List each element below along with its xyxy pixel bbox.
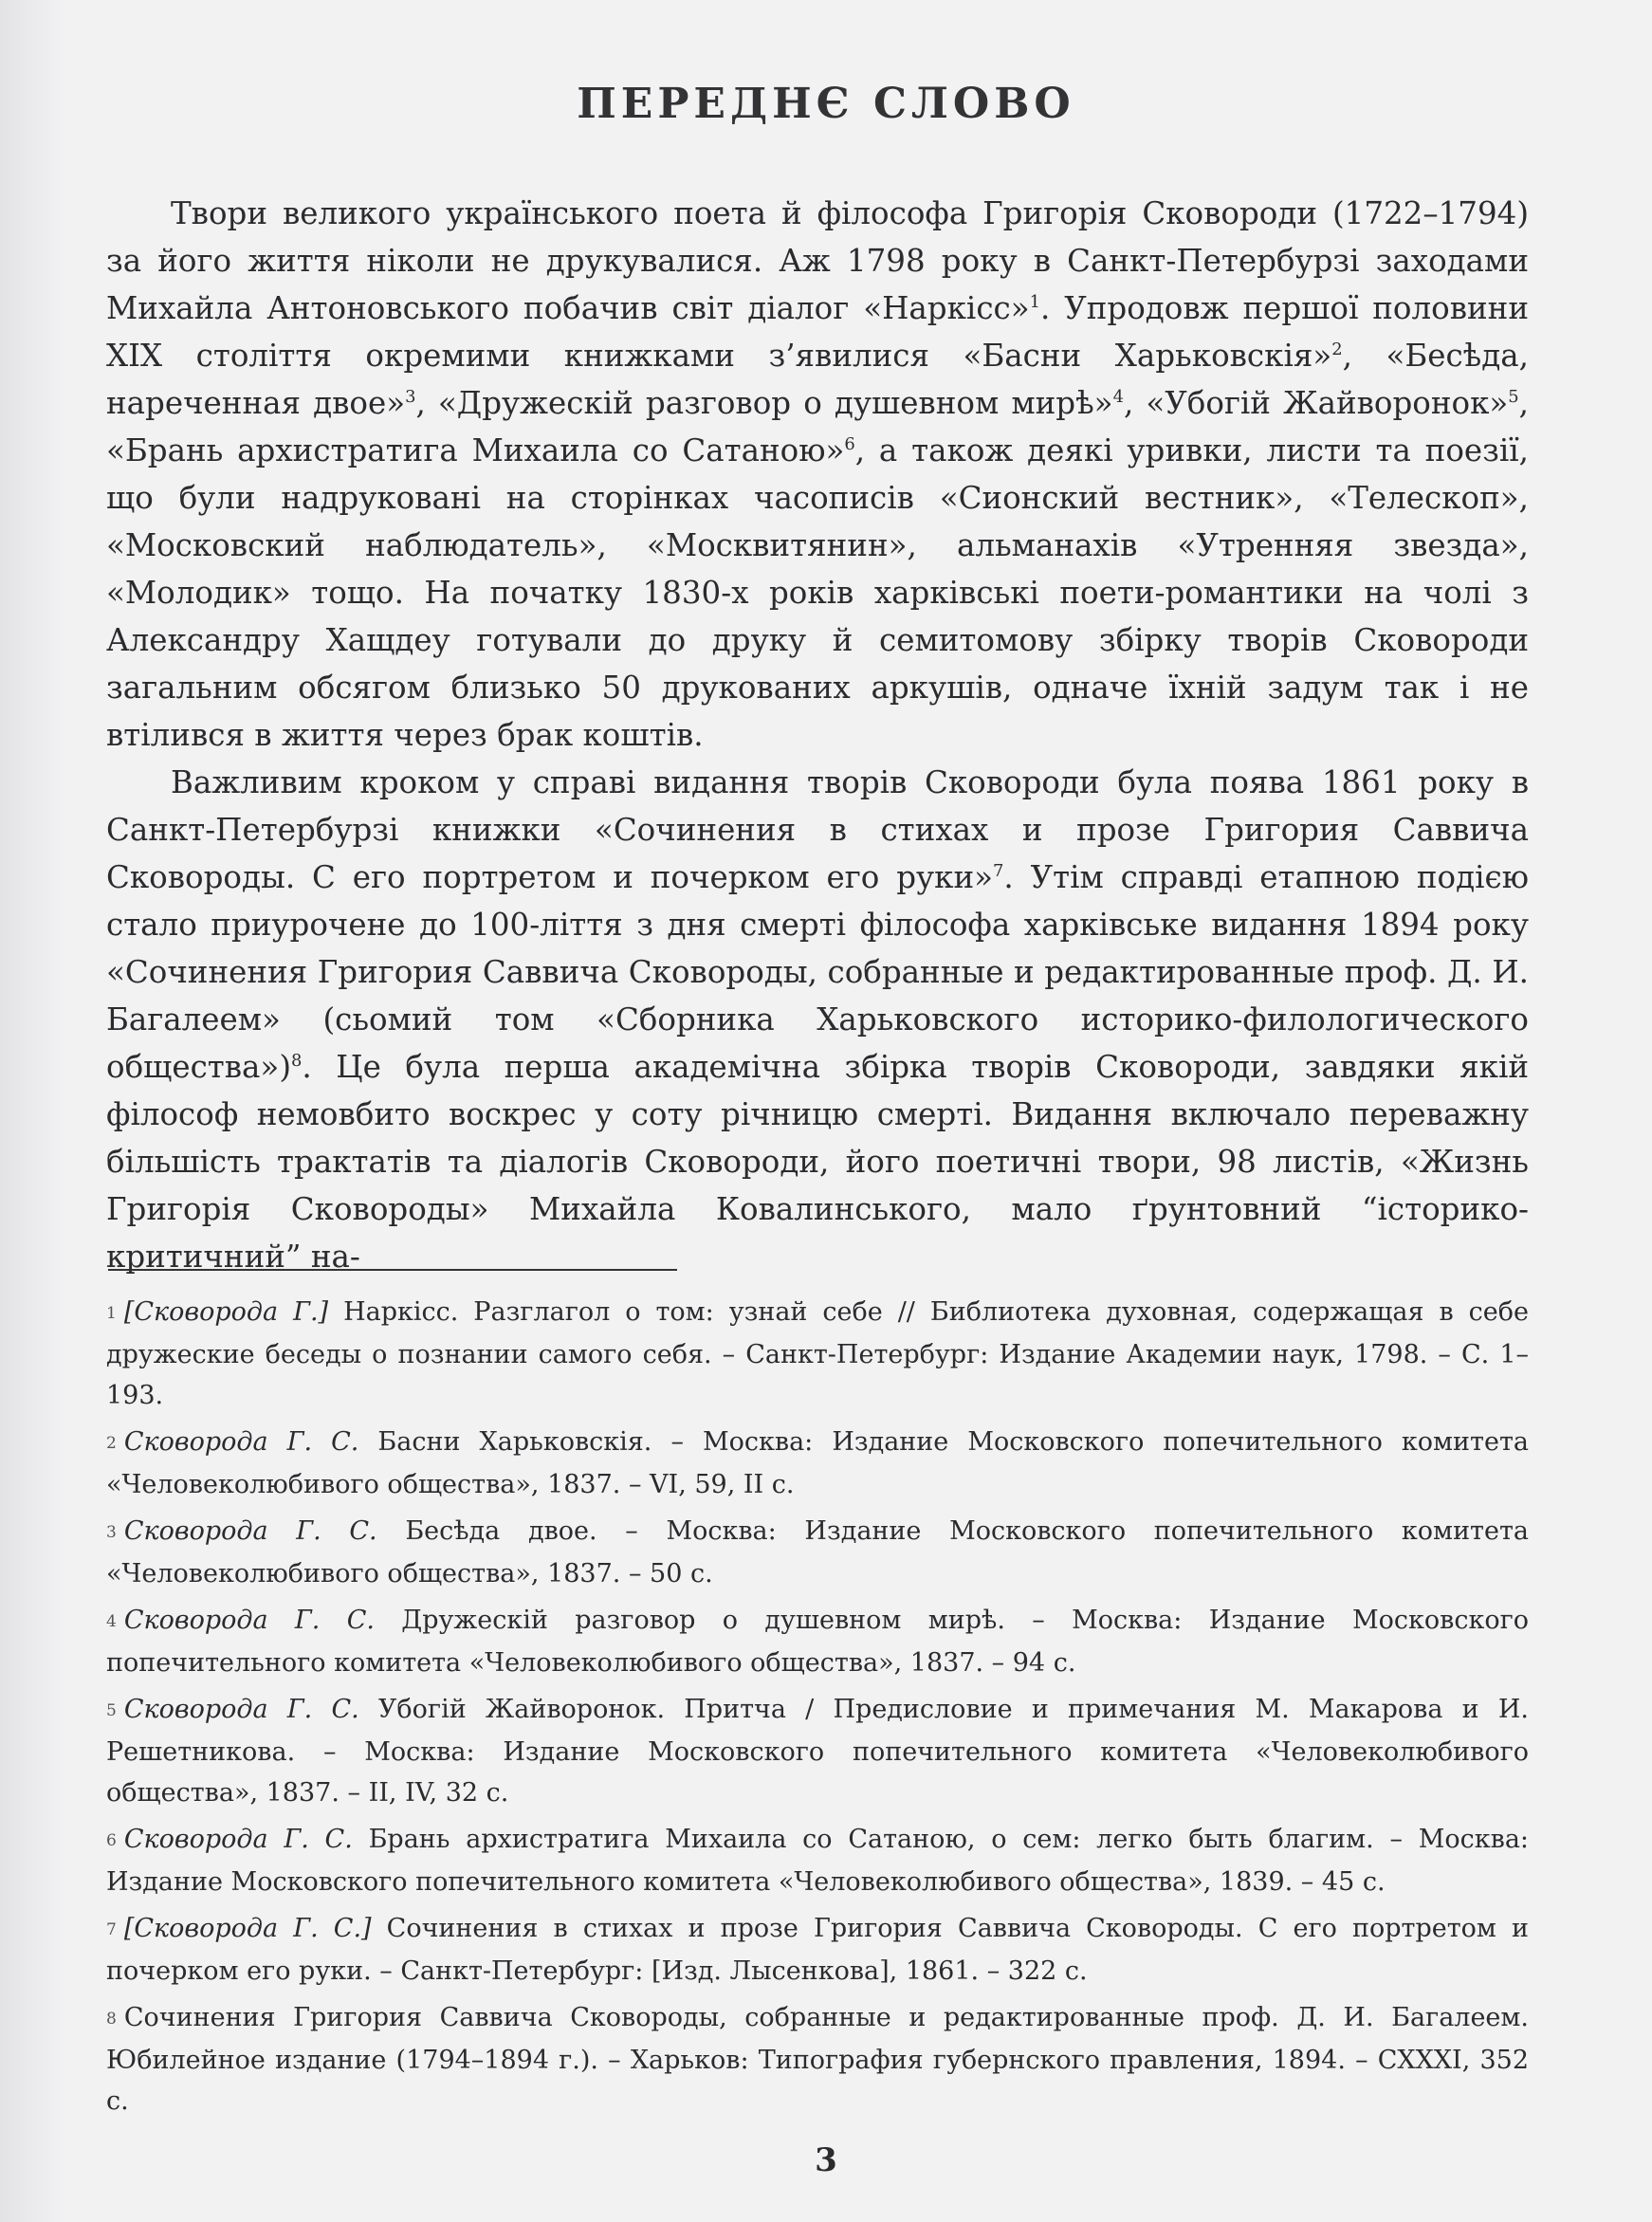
footnote-reference[interactable]: 2 bbox=[1331, 340, 1343, 360]
paragraph-text: , «Бесѣда, нареченная двое» bbox=[106, 338, 1529, 421]
footnote-number: 4 bbox=[106, 1612, 117, 1631]
footnote-number: 3 bbox=[106, 1523, 117, 1542]
footnote-author: Сковорода Г. С. bbox=[123, 1825, 353, 1854]
footnote-author: Сковорода Г. С. bbox=[123, 1516, 377, 1546]
body-text bbox=[106, 190, 1529, 1280]
footnote-number: 2 bbox=[106, 1434, 117, 1453]
page-edge-shadow bbox=[0, 0, 66, 2222]
footnote-reference[interactable]: 4 bbox=[1112, 387, 1124, 408]
footnote-text: Сочинения в стихах и прозе Григория Саввича Сковороды. С его портретом и почерком его руки. – Санкт-Петербург: [Изд. Лысенкова], 1861. – 322 с. bbox=[106, 1914, 1529, 1986]
footnotes bbox=[106, 1292, 1529, 2127]
footnote-text: Убогій Жайворонок. Притча / Предисловие и примечания М. Макарова и И. Решетникова. – Москва: Издание Московского попечительного комитета «Человеколюбивого общества», 1837. – II, IV, 32 с. bbox=[106, 1695, 1529, 1808]
footnote-reference[interactable]: 5 bbox=[1508, 387, 1519, 408]
footnote-number: 5 bbox=[106, 1701, 117, 1720]
page-title: ПЕРЕДНЄ СЛОВО bbox=[577, 80, 1075, 128]
footnote-reference[interactable]: 6 bbox=[844, 434, 855, 455]
footnote-author: Сковорода Г. С. bbox=[123, 1427, 359, 1457]
paragraph-text: , «Убогій Жайворонок» bbox=[1123, 385, 1509, 421]
footnote-text: Наркісс. Разглагол о том: узнай себе // Библиотека духовная, содержащая в себе дружеские беседы о познании самого себя. – Санкт-Петербург: Издание Академии наук, 1798. – С. 1–193. bbox=[106, 1297, 1529, 1410]
footnote bbox=[106, 1819, 1529, 1902]
footnote-reference[interactable]: 3 bbox=[405, 387, 416, 408]
footnote-reference[interactable]: 1 bbox=[1029, 292, 1040, 313]
footnote-text: Басни Харьковскія. – Москва: Издание Московского попечительного комитета «Человеколюбивого общества», 1837. – VI, 59, II с. bbox=[106, 1427, 1529, 1499]
body-paragraph bbox=[106, 190, 1529, 759]
footnote-text: Бесѣда двое. – Москва: Издание Московского попечительного комитета «Человеколюбивого общества», 1837. – 50 с. bbox=[106, 1516, 1530, 1588]
footnote-number: 1 bbox=[106, 1304, 117, 1323]
footnote-reference[interactable]: 7 bbox=[993, 861, 1004, 882]
footnote-separator bbox=[108, 1269, 677, 1271]
paragraph-text: . Упродовж першої половини XIX століття окремими книжками з’явилися «Басни Харьковскія» bbox=[106, 290, 1529, 374]
paragraph-text: Важливим кроком у справі видання творів Сковороди була поява 1861 року в Санкт-Петербурзі книжки «Сочинения в стихах и прозе Григория Саввича Сковороды. С его портретом и почерком его руки» bbox=[106, 764, 1529, 895]
footnote bbox=[106, 1511, 1529, 1594]
paragraph-text: , «Брань архистратига Михаила со Сатаною» bbox=[106, 385, 1529, 468]
footnote bbox=[106, 1997, 1529, 2121]
footnote bbox=[106, 1292, 1529, 1416]
paragraph-text: . Утім справді етапною подією стало приурочене до 100-ліття з дня смерті філософа харківське видання 1894 року «Сочинения Григория Саввича Сковороды, собранные и редактированные проф. Д. И. Багалеем» (сьомий том «Сборника Харьковского историко-филологического общества») bbox=[106, 859, 1529, 1085]
footnote-text: Дружескій разговор о душевном мирѣ. – Москва: Издание Московского попечительного комитета «Человеколюбивого общества», 1837. – 94 с. bbox=[106, 1606, 1530, 1678]
paragraph-text: Твори великого українського поета й філософа Григорія Сковороди (1722–1794) за його життя ніколи не друкувалися. Аж 1798 року в Санкт-Петербурзі заходами Михайла Антоновського побачив світ діалог «Наркісс» bbox=[106, 195, 1529, 326]
footnote-author: [Сковорода Г. С.] bbox=[123, 1914, 372, 1943]
footnote-number: 6 bbox=[106, 1831, 117, 1850]
footnote bbox=[106, 1422, 1529, 1505]
footnote bbox=[106, 1600, 1529, 1683]
footnote-number: 8 bbox=[106, 2010, 117, 2029]
footnote bbox=[106, 1908, 1529, 1992]
footnote-author: [Сковорода Г.] bbox=[123, 1297, 329, 1327]
footnote-author: Сковорода Г. С. bbox=[123, 1606, 375, 1635]
body-paragraph bbox=[106, 759, 1529, 1280]
footnote-text: Брань архистратига Михаила со Сатаною, о сем: легко быть благим. – Москва: Издание Московского попечительного комитета «Человеколюбивого общества», 1839. – 45 с. bbox=[106, 1825, 1530, 1897]
footnote-author: Сковорода Г. С. bbox=[123, 1695, 359, 1724]
page-number: 3 bbox=[815, 2141, 837, 2179]
footnote-reference[interactable]: 8 bbox=[291, 1051, 303, 1072]
footnote-number: 7 bbox=[106, 1920, 117, 1939]
footnote bbox=[106, 1689, 1529, 1813]
footnote-text: Сочинения Григория Саввича Сковороды, собранные и редактированные проф. Д. И. Багалеем. Юбилейное издание (1794–1894 г.). – Харьков: Типография губернского правления, 1894. – CXXXI, 352 с. bbox=[106, 2003, 1529, 2116]
paragraph-text: . Це була перша академічна збірка творів Сковороди, завдяки якій філософ немовбито воскрес у соту річницю смерті. Видання включало переважну більшість трактатів та діалогів Сковороди, його поетичні твори, 98 листів, «Жизнь Григорія Сковороды» Михайла Ковалинського, мало ґрунтовний “історико-критичний” на- bbox=[106, 1049, 1529, 1275]
paragraph-text: , «Дружескій разговор о душевном мирѣ» bbox=[415, 385, 1113, 421]
paragraph-text: , а також деякі уривки, листи та поезії, що були надруковані на сторінках часописів «Сионский вестник», «Телескоп», «Московский наблюдатель», «Москвитянин», альманахів «Утренняя звезда», «Молодик» тощо. На початку 1830-х років харківські поети-романтики на чолі з Александру Хащдеу готували до друку й семитомову збірку творів Сковороди загальним обсягом близько 50 друкованих аркушів, одначе їхній задум так і не втілився в життя через брак коштів. bbox=[106, 432, 1529, 753]
